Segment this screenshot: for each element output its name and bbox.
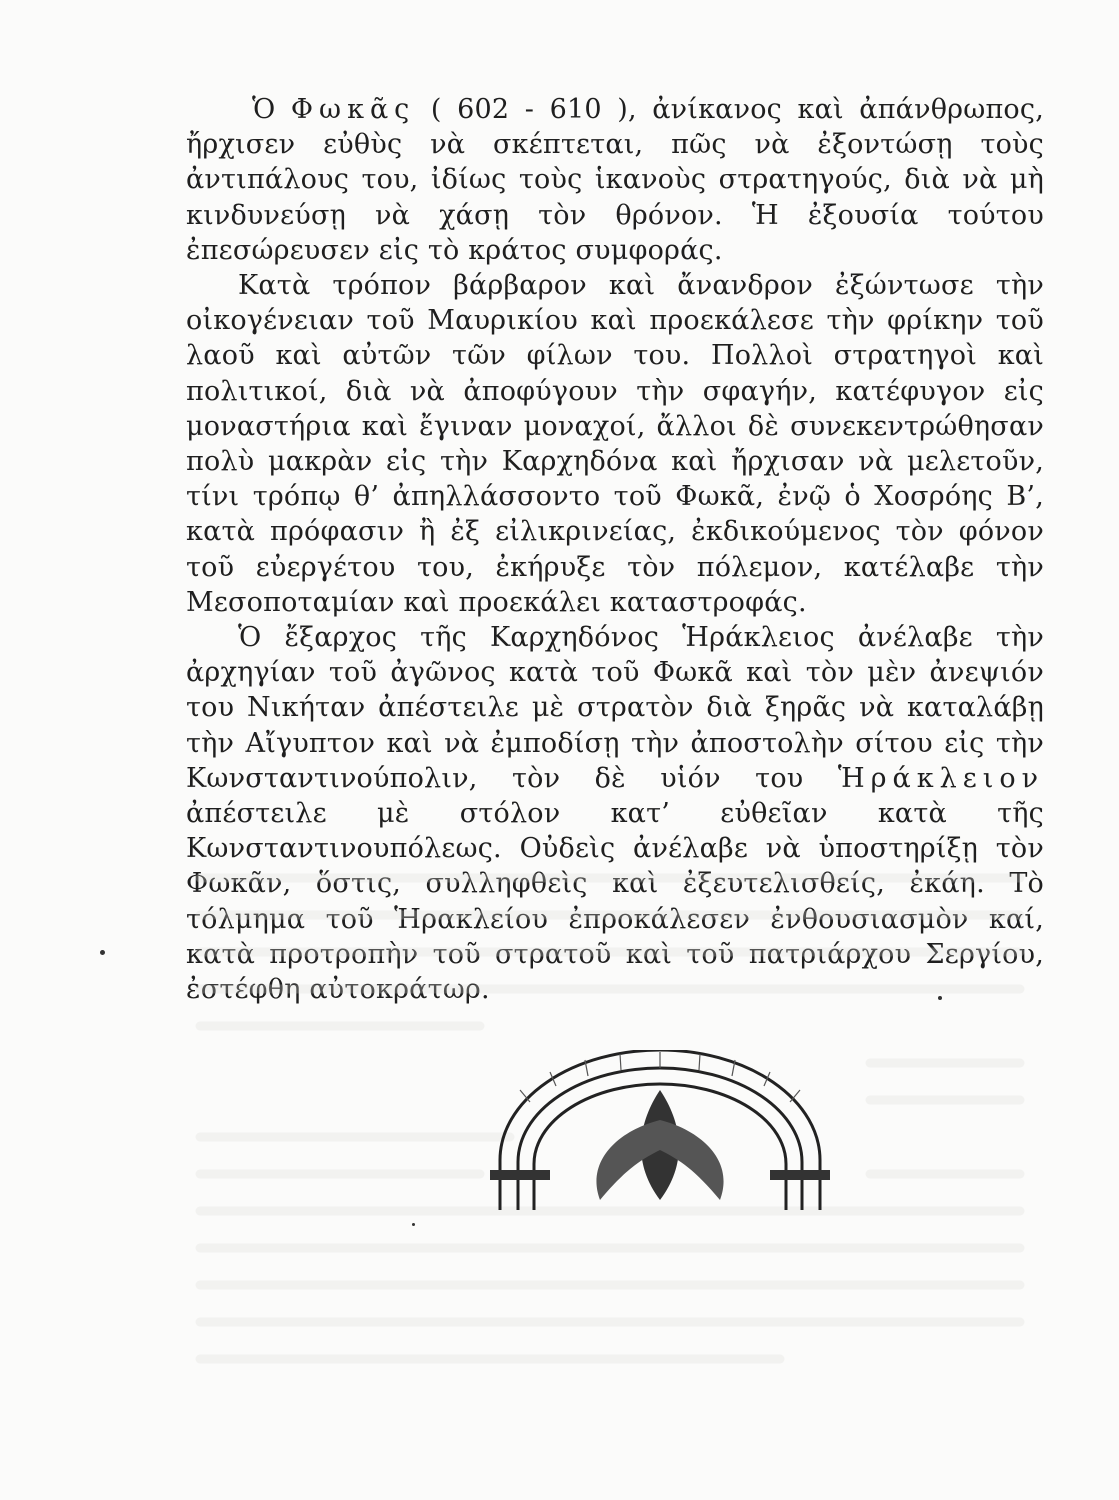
paragraph-3-text-a: Ὁ ἔξαρχος τῆς Καρχηδόνος Ἡράκλειος ἀνέλαβε τὴν ἀρχηγίαν τοῦ ἀγῶνος κατὰ τοῦ Φωκᾶ καὶ τὸν μὲν ἀνεψιόν του Νικήταν ἀπέστειλε μὲ στρατὸν διὰ ξηρᾶς νὰ καταλάβῃ τὴν Αἴγυπτον καὶ νὰ ἐμποδίσῃ τὴν ἀποστολὴν σίτου εἰς τὴν Κωνσταντινούπολιν, τὸν δὲ υἱόν του [186, 622, 1044, 794]
palmette-arch-ornament-icon [490, 1050, 830, 1210]
emperor-name-phokas: Φωκᾶς [290, 94, 416, 125]
name-herakleios: Ἡράκλειον [837, 762, 1044, 794]
paragraph-1 [186, 92, 1044, 268]
print-speck [938, 996, 942, 1000]
paragraph-1-text: ( 602 - 610 ), ἀνίκανος καὶ ἀπάνθρωπος, ἤρχισεν εὐθὺς νὰ σκέπτεται, πῶς νὰ ἐξοντώσῃ τοὺς ἀντιπάλους του, ἰδίως τοὺς ἱκανοὺς στρατηγούς, διὰ νὰ μὴ κινδυνεύσῃ νὰ χάσῃ τὸν θρόνον. Ἡ ἐξουσία τούτου ἐπεσώρευσεν εἰς τὸ κράτος συμφοράς. [186, 94, 1044, 266]
paragraph-3 [186, 620, 1044, 1007]
paragraph-3-text-b: ἀπέστειλε μὲ στόλον κατ’ εὐθεῖαν κατὰ τῆς Κωνσταντινουπόλεως. Οὐδεὶς ἀνέλαβε νὰ ὑποστηρίξῃ τὸν Φωκᾶν, ὅστις, συλληφθεὶς καὶ ἐξευτελισθείς, ἐκάη. Τὸ τόλμημα τοῦ Ἡρακλείου ἐπροκάλεσεν ἐνθουσιασμὸν καί, κατὰ προτροπὴν τοῦ στρατοῦ καὶ τοῦ πατριάρχου Σεργίου, ἐστέφθη αὐτοκράτωρ. [186, 798, 1044, 1006]
print-speck [412, 1223, 415, 1226]
paragraph-1-lead: Ὁ [252, 94, 276, 125]
main-text [186, 92, 1044, 1007]
paragraph-2: Κατὰ τρόπον βάρβαρον καὶ ἄνανδρον ἐξώντωσε τὴν οἰκογένειαν τοῦ Μαυρικίου καὶ προεκάλεσε τὴν φρίκην τοῦ λαοῦ καὶ αὐτῶν τῶν φίλων του. Πολλοὶ στρατηγοὶ καὶ πολιτικοί, διὰ νὰ ἀποφύγουν τὴν σφαγήν, κατέφυγον εἰς μοναστήρια καὶ ἔγιναν μοναχοί, ἄλλοι δὲ συνεκεντρώθησαν πολὺ μακρὰν εἰς τὴν Καρχηδόνα καὶ ἤρχισαν νὰ μελετοῦν, τίνι τρόπῳ θ’ ἀπηλλάσσοντο τοῦ Φωκᾶ, ἐνῷ ὁ Χοσρόης Β’, κατὰ πρόφασιν ἢ ἐξ εἰλικρινείας, ἐκδικούμενος τὸν φόνον τοῦ εὐεργέτου του, ἐκήρυξε τὸν πόλεμον, κατέλαβε τὴν Μεσοποταμίαν καὶ προεκάλει καταστροφάς. [186, 270, 1044, 618]
print-speck [100, 950, 105, 955]
